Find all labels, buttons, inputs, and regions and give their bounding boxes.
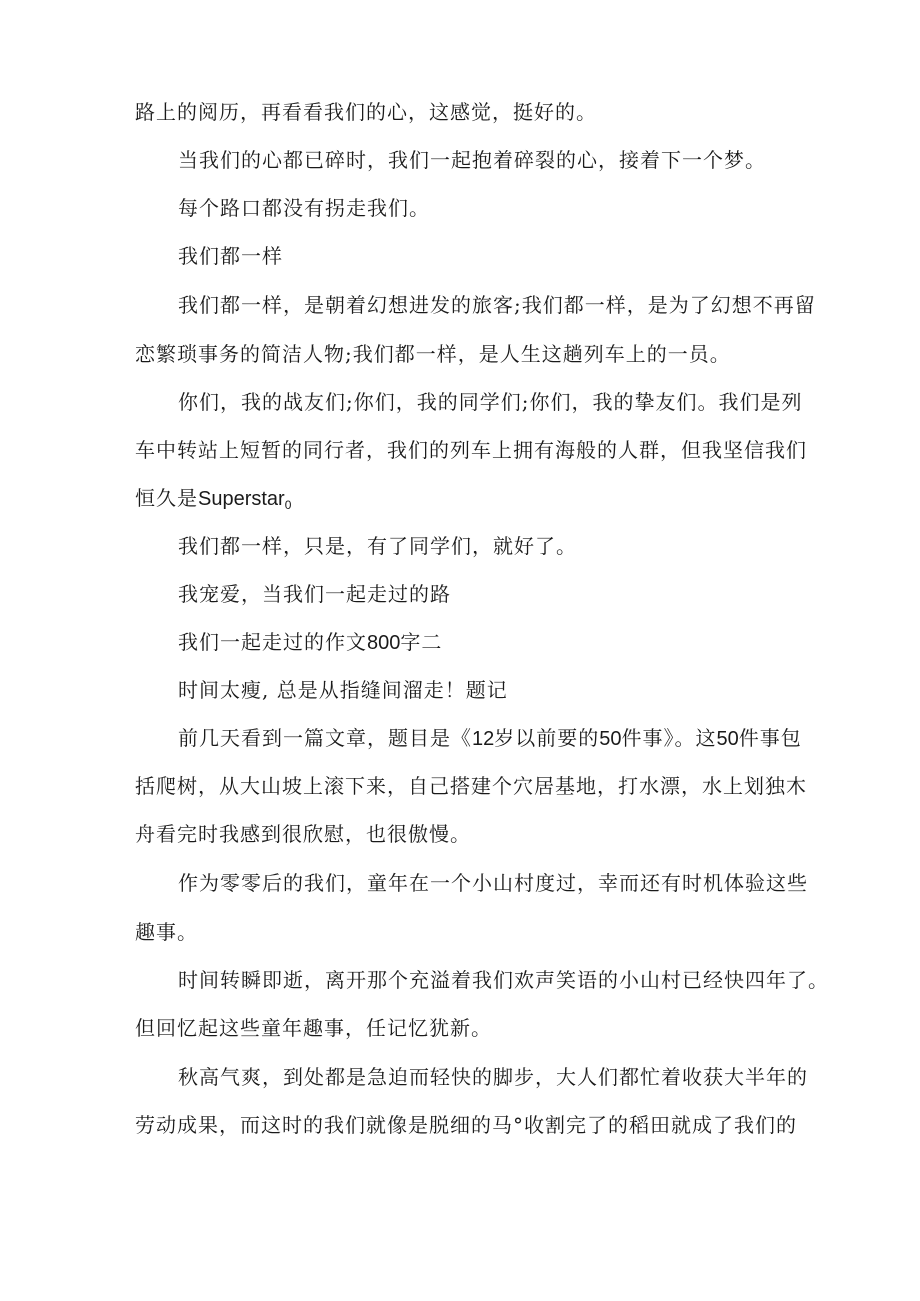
text-line <box>178 630 442 655</box>
text-segment: 50 <box>716 728 739 750</box>
text-segment: 恒久是 <box>135 486 198 510</box>
text-line: 我宠爱，当我们一起走过的路 <box>178 582 451 606</box>
text-line <box>135 486 292 517</box>
text-line: 括爬树，从大山坡上滚下来，自己搭建个穴居基地，打水漂，水上划独木 <box>135 774 807 798</box>
subscript-mark: 0 <box>284 498 293 512</box>
text-line: 秋高气爽，到处都是急迫而轻快的脚步，大人们都忙着收获大半年的 <box>178 1065 808 1089</box>
text-line: 我们都一样，是朝着幻想进发的旅客;我们都一样，是为了幻想不再留 <box>178 293 816 317</box>
text-segment: 12 <box>472 728 495 750</box>
text-line: 时间转瞬即逝，离开那个充溢着我们欢声笑语的小山村已经快四年了。 <box>178 968 829 992</box>
text-segment: 800 <box>367 632 401 654</box>
text-segment: 前几天看到一篇文章，题目是《 <box>178 726 472 750</box>
text-segment: 件事包 <box>738 726 802 750</box>
text-line: 劳动成果，而这时的我们就像是脱细的马°收割完了的稻田就成了我们的 <box>135 1113 797 1137</box>
text-line: 作为零零后的我们，童年在一个小山村度过，幸而还有时机体验这些 <box>178 871 808 895</box>
text-line: 每个路口都没有拐走我们。 <box>178 196 430 220</box>
text-line: 你们，我的战友们;你们，我的同学们;你们，我的挚友们。我们是列 <box>178 390 803 414</box>
text-segment: 字二 <box>400 630 443 654</box>
text-line: 路上的阅历，再看看我们的心，这感觉，挺好的。 <box>135 100 597 124</box>
text-line: 时间太瘦, 总是从指缝间溜走！题记 <box>178 678 508 702</box>
text-segment: 50 <box>599 728 622 750</box>
text-line: 但回忆起这些童年趣事，任记忆犹新。 <box>135 1016 492 1040</box>
text-line: 我们都一样，只是，有了同学们，就好了。 <box>178 534 577 558</box>
text-segment: Superstar <box>198 488 285 510</box>
text-line: 车中转站上短暂的同行者，我们的列车上拥有海般的人群，但我坚信我们 <box>135 438 807 462</box>
text-line: 我们都一样 <box>178 244 283 268</box>
text-line <box>178 726 802 751</box>
text-segment: 岁以前要的 <box>494 726 600 750</box>
text-line: 舟看完时我感到很欣慰，也很傲慢。 <box>135 822 471 846</box>
text-segment: 我们一起走过的作文 <box>178 630 367 654</box>
text-segment: 件事》。这 <box>621 726 717 750</box>
text-line: 趣事。 <box>135 920 198 944</box>
text-line: 恋繁琐事务的简洁人物;我们都一样，是人生这趟列车上的一员。 <box>135 342 731 366</box>
text-line: 当我们的心都已碎时，我们一起抱着碎裂的心，接着下一个梦。 <box>178 148 766 172</box>
